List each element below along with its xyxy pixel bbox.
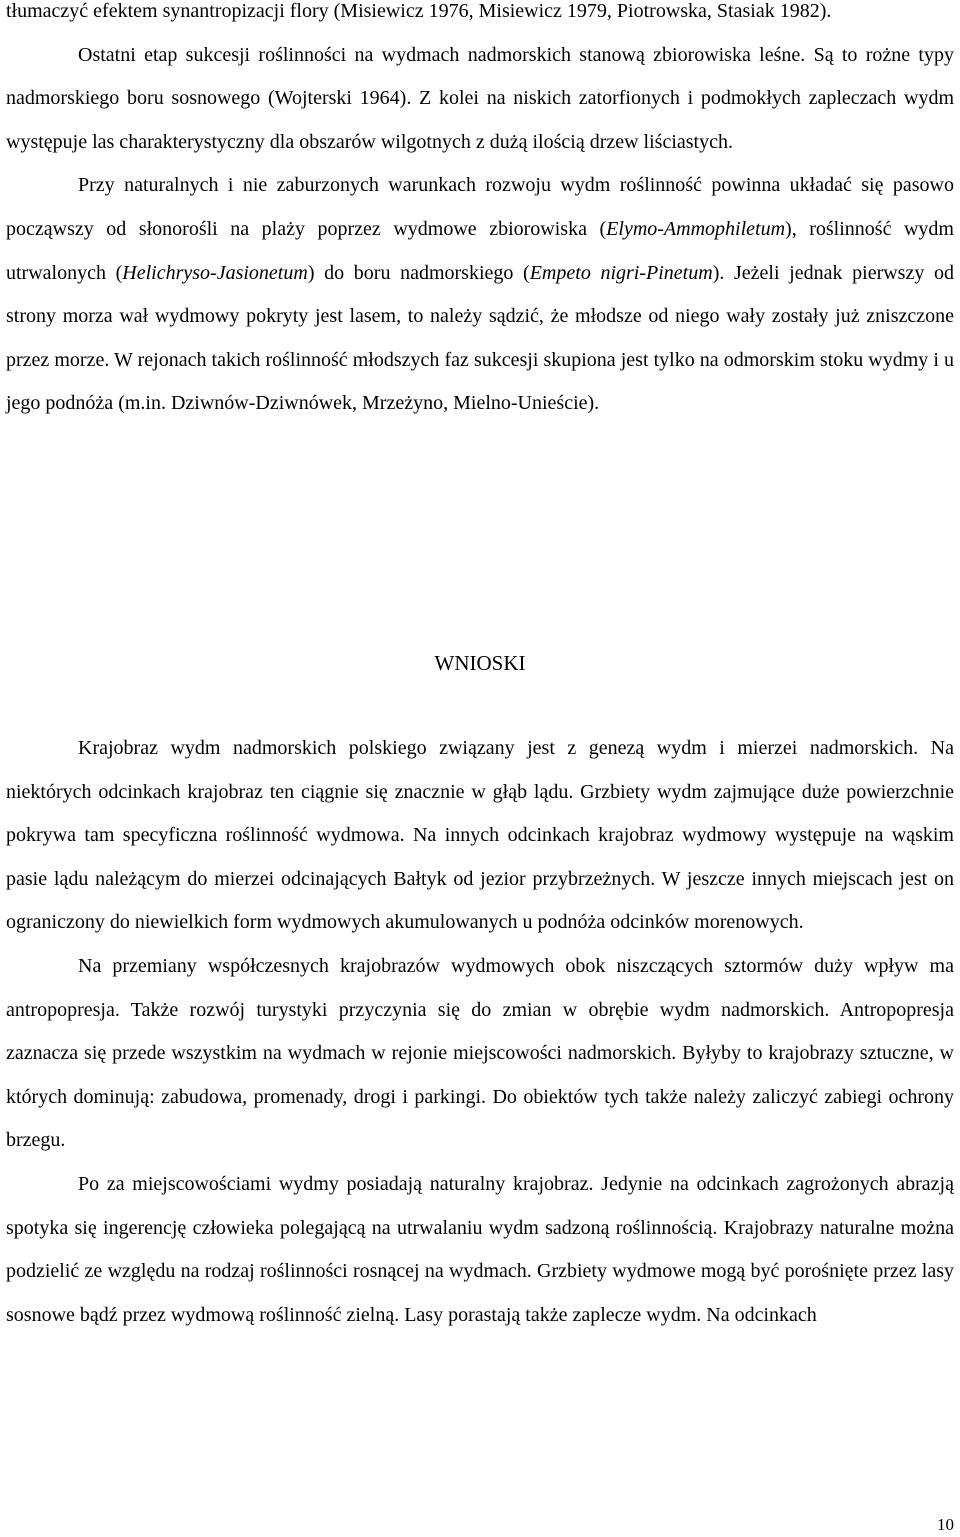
paragraph: Krajobraz wydm nadmorskich polskiego związany jest z genezą wydm i mierzei nadmorskich. Na niektórych odcinkach krajobraz ten ciągnie się znacznie w głąb lądu. Grzbiety wydm zajmujące duże powierzchnie pokrywa tam specyficzna roślinność wydmowa. Na innych odcinkach krajobraz wydmowy występuje na wąskim pasie lądu należącym do mierzei odcinających Bałtyk od jezior przybrzeżnych. W jeszcze innych miejscach jest on ograniczony do niewielkich form wydmowych akumulowanych u podnóża odcinków morenowych. <box>6 737 954 934</box>
paragraph-text: tłumaczyć efektem synantropizacji flory (Misiewicz 1976, Misiewicz 1979, Piotrowska, Stasiak 1982). <box>6 0 832 22</box>
paragraph <box>6 164 954 426</box>
paragraph-text: Przy naturalnych i nie zaburzonych warunkach rozwoju wydm roślinność powinna układać się pasowo począwszy od słonorośli na plaży poprzez wydmowe zbiorowiska ( <box>6 174 954 240</box>
paragraph-text: ) do boru nadmorskiego ( <box>307 261 530 284</box>
paragraph-text: Ostatni etap sukcesji roślinności na wydmach nadmorskich stanową zbiorowiska leśne. Są to rożne typy nadmorskiego boru sosnowego (Wojterski 1964). Z kolei na niskich zatorfionych i podmokłych zapleczach wydm występuje las charakterystyczny dla obszarów wilgotnych z dużą ilością drzew liściastych. <box>6 43 954 153</box>
conclusions-section <box>6 727 954 1337</box>
paragraph-text: ), roślinność wydm utrwalonych ( <box>6 217 954 284</box>
document-page <box>6 0 954 1326</box>
paragraph: Na przemiany współczesnych krajobrazów wydmowych obok niszczących sztormów duży wpływ ma antropopresja. Także rozwój turystyki przyczynia się do zmian w obrębie wydm nadmorskich. Antropopresja zaznacza się przede wszystkim na wydmach w rejonie miejscowości nadmorskich. Byłyby to krajobrazy sztuczne, w których dominują: zabudowa, promenady, drogi i parkingi. Do obiektów tych także należy zaliczyć zabiegi ochrony brzegu. <box>6 954 954 1152</box>
paragraph: Po za miejscowościami wydmy posiadają naturalny krajobraz. Jedynie na odcinkach zagrożonych abrazją spotyka się ingerencję człowieka polegającą na utrwalaniu wydm sadzoną roślinnością. Krajobrazy naturalne można podzielić ze względu na rodzaj roślinności rosnącej na wydmach. Grzbiety wydmowe mogą być porośnięte przez lasy sosnowe bądź przez wydmową roślinność zielną. Lasy porastają także zaplecze wydm. Na odcinkach <box>6 1172 954 1326</box>
species-name: Helichryso-Jasionetum <box>122 261 308 284</box>
species-name: Empeto nigri-Pinetum <box>529 261 713 284</box>
page-number: 10 <box>937 1515 954 1534</box>
section-heading: WNIOSKI <box>434 651 526 675</box>
paragraph <box>6 34 954 165</box>
paragraph <box>6 0 954 34</box>
paragraph-text: ). Jeżeli jednak pierwszy od strony morza wał wydmowy pokryty jest lasem, to należy sądzić, że młodsze od niego wały zostały już zniszczone przez morze. W rejonach takich roślinność młodszych faz sukcesji skupiona jest tylko na odmorskim stoku wydmy i u jego podnóża (m.in. Dziwnów-Dziwnówek, Mrzeżyno, Mielno-Unieście). <box>6 261 954 415</box>
species-name: Elymo-Ammophiletum <box>606 217 786 240</box>
